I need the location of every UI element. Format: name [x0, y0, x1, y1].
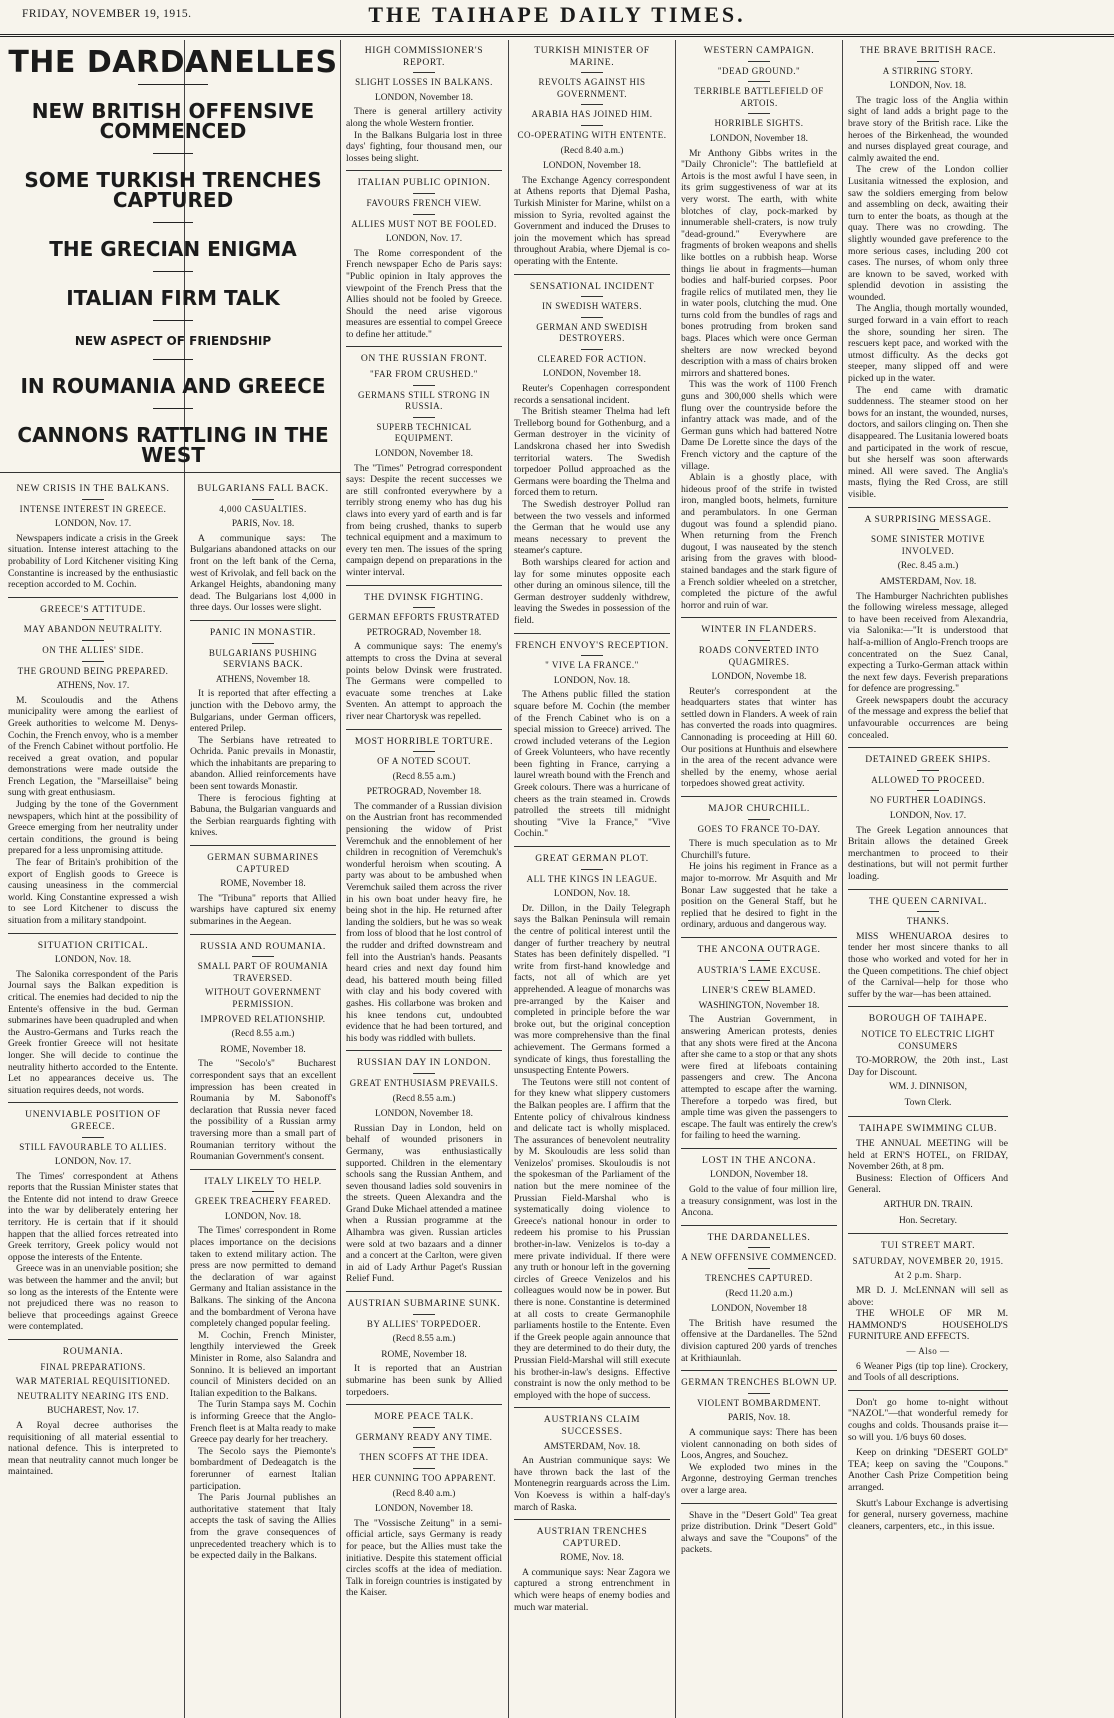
article-subhead: LINER'S CREW BLAMED.	[702, 985, 816, 996]
article-text: He joins his regiment in France as a major to-morrow. Mr Asquith and Mr Bonar Law suggested that he take a position on the General Staff, but he replied that he desired to fight in the ordinary, arduous and dangerous way.	[681, 861, 837, 931]
advertisement: Skutt's Labour Exchange is advertising for general, nursery governess, machine cleaners, carpenters, etc., in this issue.	[848, 1497, 1008, 1532]
article-text: Ablain is a ghostly place, with hideous proof of the strife in twisted iron, mangled boots, helmets, furniture and perambulators. In one German dugout was found a splendid piano. When returning from the French dugout, I was nauseated by the stench arising from the graves with blood-stained bandages and the stark figure of a French soldier wheeled on a stretcher, completed the picture of the awful horror and ruin of war.	[681, 472, 837, 611]
article-text: The Serbians have retreated to Ochrida. Panic prevails in Monastir, which the inhabitants are preparing to abandon. Allied reinforcements have been sent towards Monastir.	[190, 734, 336, 793]
dateline: ROME, November 18.	[220, 1044, 306, 1055]
article-subhead: FAVOURS FRENCH VIEW.	[366, 197, 482, 208]
dateline: PETROGRAD, November 18.	[366, 787, 482, 798]
dateline: AMSTERDAM, Nov. 18.	[543, 1441, 641, 1452]
advertisement: Shave in the "Desert Gold" Tea great prize distribution. Drink "Desert Gold" always and save the "Coupons" of the packets.	[681, 1509, 837, 1556]
article-text: We exploded two mines in the Argonne, destroying German trenches over a large area.	[681, 1461, 837, 1496]
banner-deck: SOME TURKISH TRENCHES CAPTURED	[24, 168, 322, 212]
received-time: (Rec. 8.45 a.m.)	[897, 561, 959, 572]
dateline: ROME, November 18.	[220, 879, 306, 890]
article-headline: PANIC IN MONASTIR.	[209, 626, 317, 638]
dateline: ATHENS, November 18.	[215, 674, 311, 685]
received-time: (Recd 8.40 a.m.)	[392, 1488, 456, 1499]
article-text: The Exchange Agency correspondent at Athens reports that Djemal Pasha, Turkish Minister for Marine, whilst on a mission to Syria, revolted against the Government and induced the Druses to join the movement which has spread throughout Arabia, where Djemal is co-operating with the Entente.	[514, 174, 670, 267]
notice-text: 6 Weaner Pigs (tip top line). Crockery, and Tools of all descriptions.	[848, 1360, 1008, 1384]
article-text: The Swedish destroyer Pollud ran between the two vessels and informed the German that he would use any means necessary to prevent the steamer's capture.	[514, 499, 670, 557]
article-subhead: AUSTRIA'S LAME EXCUSE.	[697, 964, 821, 975]
notice-headline: TUI STREET MART.	[880, 1240, 976, 1252]
advertisement: Keep on drinking "DESERT GOLD" TEA; keep on saving the "Coupons." Another Cash Prize Competition being arranged.	[848, 1447, 1008, 1493]
article-subhead: CO-OPERATING WITH ENTENTE.	[517, 129, 667, 140]
article-headline: GREAT GERMAN PLOT.	[535, 853, 649, 865]
article-subhead: SLIGHT LOSSES IN BALKANS.	[355, 77, 493, 88]
banner-headline: THE DARDANELLES	[8, 45, 338, 80]
dateline: LONDON, Nov. 18.	[553, 675, 631, 686]
notice-subhead: At 2 p.m. Sharp.	[894, 1270, 962, 1281]
article-subhead: ALL THE KINGS IN LEAGUE.	[526, 873, 658, 884]
article-text: Reuter's Copenhagen correspondent records a sensational incident.	[514, 383, 670, 406]
article-text: The Secolo says the Piemonte's bombardment of Dedeagatch is the forerunner of earnest Italian participation.	[190, 1445, 336, 1492]
notice-subhead: THANKS.	[906, 916, 950, 927]
article-text: M. Cochin, French Minister, lengthily interviewed the Greek Minister in Rome, also Salandra and Sonnino. It is believed an important council of Ministers decided on an Italian expedition to the Balkans.	[190, 1329, 336, 1399]
issue-date: FRIDAY, NOVEMBER 19, 1915.	[22, 8, 192, 20]
article-text: A communique says: The enemy's attempts to cross the Dvina at several points below Dvinsk were frustrated. The Germans were compelled to evacuate some trenches at Lake Sventen. An attempt to approach the river near Chartorysk was repelled.	[346, 641, 502, 722]
article-subhead: SOME SINISTER MOTIVE INVOLVED.	[870, 534, 985, 556]
article-text: The "Tribuna" reports that Allied warships have captured six enemy submarines in the Aegean.	[190, 892, 336, 927]
article-subhead: STILL FAVOURABLE TO ALLIES.	[19, 1141, 167, 1152]
article-headline: WINTER IN FLANDERS.	[701, 624, 817, 636]
notice-text: TO-MORROW, the 20th inst., Last Day for Discount.	[848, 1055, 1008, 1078]
article-text: The Times' correspondent in Rome places importance on the decisions taken to extend military action. The press are now permitted to demand the declaration of war against Germany and Italian assistance in the Balkans. The sinking of the Ancona and the bombardment of Verona have completely changed popular feeling.	[190, 1225, 336, 1330]
article-text: Greek newspapers doubt the accuracy of the message and express the belief that unfavourable occurrences are being concealed.	[848, 694, 1008, 741]
article-subhead: WAR MATERIAL REQUISITIONED.	[15, 1376, 171, 1387]
article-subhead: NEUTRALITY NEARING ITS END.	[17, 1390, 169, 1401]
dateline: PARIS, Nov. 18.	[727, 1413, 791, 1424]
article-text: The Athens public filled the station square before M. Cochin (the member of the French Cabinet who is on a special mission to Greece) arrived. The crowd included veterans of the Legion of Greek Volunteers, who have recently been fighting in France, carrying a laurel wreath bound with the French and Greek colours. There was a hurricane of cheers as the train steamed in. Crowds patrolled the streets till midnight shouting "Vive la France," "Vive Cochin."	[514, 689, 670, 840]
article-headline: AUSTRIANS CLAIM SUCCESSES.	[543, 1414, 641, 1437]
article-headline: RUSSIA AND ROUMANIA.	[200, 940, 326, 952]
dateline: ROME, Nov. 18.	[560, 1553, 624, 1564]
notice-signature-title: Hon. Secretary.	[899, 1215, 957, 1226]
column-3	[346, 40, 502, 1718]
article-subhead: VIOLENT BOMBARDMENT.	[697, 1397, 821, 1408]
article-subhead: SMALL PART OF ROUMANIA TRAVERSED.	[197, 961, 329, 983]
article-headline: ON THE RUSSIAN FRONT.	[360, 353, 488, 365]
notice-signature-title: Town Clerk.	[904, 1097, 952, 1108]
article-headline: UNENVIABLE POSITION OF GREECE.	[25, 1109, 161, 1132]
article-text: It is reported that an Austrian submarine has been sunk by Allied torpedoers.	[346, 1363, 502, 1398]
article-subhead: GREEK TREACHERY FEARED.	[194, 1196, 332, 1207]
received-time: (Recd 8.40 a.m.)	[560, 145, 624, 156]
article-text: The Anglia, though mortally wounded, surged forward in a vain effort to reach the shore, sounding her siren. The rescuers kept pace, and worked with the utmost difficulty. As the decks got steeper, many slipped off and were picked up in the water.	[848, 303, 1008, 385]
notice-text: Business: Election of Officers And General.	[848, 1172, 1008, 1196]
article-subhead: "FAR FROM CRUSHED."	[370, 369, 478, 380]
article-subhead: HORRIBLE SIGHTS.	[714, 118, 804, 129]
banner-deck: CANNONS RATTLING IN THE WEST	[17, 423, 329, 467]
article-headline: GREECE'S ATTITUDE.	[40, 603, 146, 615]
column-4	[514, 40, 670, 1718]
dateline: LONDON, November 18.	[710, 133, 808, 144]
dateline: LONDON, November 18	[711, 1304, 807, 1315]
column-2	[190, 478, 336, 1718]
notice-text: MISS WHENUAROA desires to tender her most sincere thanks to all those who worked and voted for her in the Queen competitions. The chief object of the Carnival—help for those who suffer by the war—has been attained.	[848, 930, 1008, 1000]
article-subhead: GERMAN AND SWEDISH DESTROYERS.	[536, 321, 648, 344]
dateline: LONDON, November 18.	[375, 1504, 473, 1515]
notice-subhead: NOTICE TO ELECTRIC LIGHT CONSUMERS	[861, 1028, 995, 1051]
notice-text: THE ANNUAL MEETING will be held at ERN'S HOTEL, on FRIDAY, November 26th, at 8 pm.	[848, 1138, 1008, 1173]
article-text: A communique says: The Bulgarians abandoned attacks on our front on the left bank of the Cerna, west of Krivolak, and fell back on the Arkangel Heights, abandoning many dead. The Bulgarians lost 4,000 in three days. Our losses were slight.	[190, 532, 336, 614]
article-text: The Teutons were still not content of for they knew what slippery customers the Balkan peoples are. I affirm that the Entente policy of chivalrous kindness and delicate tact is wholly misplaced. The assurances of benevolent neutrality by M. Skouloudis are less solid than Venizelos' promises. Skouloudis is not the spokesman of the Parliament of the nation but the mere nominee of the Prussian Field-Marshal who is systematically doing violence to Greece's national honour in order to redeem his promise to his Prussian brother-in-law. Venizelos is to-day a mere private individual. If there were any truth or honour left in the governing circles of Greece Venizelos and his colleagues would now be in power. But there is none. Constantine is determined at all costs to create Germanophile parliaments hostile to the Entente. Even if the Greek people again announce that they are determined to do their duty, the Prussian Field-Marshal will still execute his brother-in-law's designs. Effective constraint is now the only method to be employed with the hope of success.	[514, 1076, 670, 1401]
article-subhead: INTENSE INTEREST IN GREECE.	[19, 503, 167, 514]
article-subhead: GERMANY READY ANY TIME.	[355, 1431, 493, 1442]
received-time: (Recd 8.55 a.m.)	[231, 1029, 295, 1040]
notice-signature: ARTHUR DN. TRAIN.	[883, 1200, 973, 1211]
dateline: LONDON, Nov. 17.	[54, 1157, 132, 1168]
article-subhead: WITHOUT GOVERNMENT PERMISSION.	[204, 987, 322, 1009]
article-headline: HIGH COMMISSIONER'S REPORT.	[364, 45, 484, 68]
article-subhead: ROADS CONVERTED INTO QUAGMIRES.	[698, 644, 820, 667]
article-subhead: TRENCHES CAPTURED.	[705, 1273, 813, 1284]
dateline: BUCHAREST, Nov. 17.	[47, 1406, 139, 1417]
dateline: LONDON, November 18.	[375, 92, 473, 103]
article-subhead: SUPERB TECHNICAL EQUIPMENT.	[376, 421, 472, 444]
article-headline: AUSTRIAN TRENCHES CAPTURED.	[536, 1526, 648, 1549]
article-text: The British have resumed the offensive at the Dardanelles. The 52nd division captured 200 yards of trenches at Krithiaunlah.	[681, 1317, 837, 1364]
article-subhead: BULGARIANS PUSHING SERVIANS BACK.	[208, 647, 318, 670]
article-text: Dr. Dillon, in the Daily Telegraph says the Balkan Peninsula will remain the centre of political interest until the danger of further treachery by neutral States has been definitely dispelled. "I write from first-hand knowledge and facts, not all of which are yet apprehended. A league of monarchs was pre-arranged by the Kaiser and completed in principle before the war broke out, but the original conception was more comprehensive than the final achievement. The Germans formed a syndicate of kings, thus forestalling the unsuspecting Entente Powers.	[514, 902, 670, 1077]
banner-deck: NEW BRITISH OFFENSIVE COMMENCED	[31, 99, 315, 143]
article-subhead: FINAL PREPARATIONS.	[40, 1361, 146, 1372]
column-rule	[340, 40, 341, 1718]
article-headline: THE DARDANELLES.	[707, 1231, 811, 1243]
article-text: The Turin Stampa says M. Cochin is informing Greece that the Anglo-French fleet is at Malta ready to make Greece pay dearly for her treachery.	[190, 1399, 336, 1446]
article-headline: MOST HORRIBLE TORTURE.	[354, 735, 494, 747]
front-banner	[6, 40, 340, 470]
received-time: (Recd 8.55 a.m.)	[392, 771, 456, 782]
article-text: The Greek Legation announces that Britain allows the detained Greek merchantmen to proceed to their destinations, but will not permit further loading.	[848, 824, 1008, 882]
article-text: It is reported that after effecting a junction with the Debovo army, the Bulgarians, under German officers, entered Prilep.	[190, 688, 336, 735]
article-subhead: A NEW OFFENSIVE COMMENCED.	[681, 1252, 837, 1263]
article-text: The fear of Britain's prohibition of the export of English goods to Greece is causing uneasiness in the commercial world. King Constantine expressed a wish to see Lord Kitchener to discuss the situation from a military standpoint.	[8, 857, 178, 926]
article-subhead: IMPROVED RELATIONSHIP.	[200, 1013, 326, 1024]
dateline: LONDON, Nov. 18.	[553, 889, 631, 900]
dateline: ATHENS, Nov. 17.	[56, 681, 130, 692]
notice-headline: THE QUEEN CARNIVAL.	[868, 895, 988, 907]
article-text: In the Balkans Bulgaria lost in three days' fighting, four thousand men, our losses being slight.	[346, 129, 502, 164]
article-text: The Times' correspondent at Athens reports that the Russian Minister states that the Entente did not intend to draw Greece into the war by deliberately entering her territory. He is certain that if it should happen that the allied forces retreated into Greek territory, Greek policy would not oppose the interests of the Entente.	[8, 1170, 178, 1263]
article-subhead: IN SWEDISH WATERS.	[541, 301, 643, 312]
article-subhead: GERMAN EFFORTS FRUSTRATED	[348, 612, 500, 623]
article-text: The crew of the London collier Lusitania witnessed the explosion, and saw the soldiers emerging from below and assembling on deck, awaiting their turn to enter the boats, as though at the quay. There was no crowding. The slightly wounded gave preference to the more serious cases, including 200 cot cases. The nurses, of whom only three are known to be saved, worked with splendid devotion in assisting the wounded.	[848, 164, 1008, 303]
article-subhead: THEN SCOFFS AT THE IDEA.	[359, 1452, 489, 1463]
article-text: The commander of a Russian division on the Austrian front has recommended pensioning the widow of Prist Veremchuk and the ennoblement of her children in recognition of Veremchuk's wonderful heroism when scouting. A party was about to be ambushed when Veremchuk sailed them across the river in his own boat under heavy fire, he being shot in the hip. He returned after landing the soldiers, but he was so weak from loss of blood that he lost control of the rudder and drifted downstream and fell into the Austrian's hands. Peasants heard cries and next day found him dead, his battered mouth being filled with clay and his body covered with gashes. His collarbone was broken and his knee tendons cut, undoubted evidence that he had been tortured, and his body was riddled with bullets.	[346, 800, 502, 1044]
received-time: (Recd 8.55 a.m.)	[392, 1334, 456, 1345]
article-subhead: TERRIBLE BATTLEFIELD OF ARTOIS.	[694, 86, 824, 108]
article-text: An Austrian communique says: We have thrown back the last of the Montenegrin rearguards across the Lim. Von Koevess is within a half-day's march of Raska.	[514, 1455, 670, 1513]
article-headline: ROUMANIA.	[62, 1346, 124, 1357]
article-subhead: " VIVE LA FRANCE."	[545, 660, 639, 671]
article-headline: FRENCH ENVOY'S RECEPTION.	[515, 639, 669, 651]
article-subhead: GREAT ENTHUSIASM PREVAILS.	[349, 1077, 499, 1088]
article-headline: RUSSIAN DAY IN LONDON.	[356, 1057, 491, 1069]
dateline: LONDON, Nov. 18.	[224, 1211, 302, 1222]
article-headline: TURKISH MINISTER OF MARINE.	[534, 45, 650, 68]
dateline: LONDON, November 18.	[375, 1109, 473, 1120]
dateline: LONDON, November 18.	[543, 161, 641, 172]
article-subhead: ALLIES MUST NOT BE FOOLED.	[351, 218, 497, 229]
notice-text: THE WHOLE OF MR M. HAMMOND'S HOUSEHOLD'S FURNITURE AND EFFECTS.	[848, 1308, 1008, 1343]
article-text: A Royal decree authorises the requisitioning of all material essential to national defence. This is interpreted to mean that neutrality cannot much longer be maintained.	[8, 1419, 178, 1478]
article-text: M. Scouloudis and the Athens municipality were among the earliest of Greek authorities to welcome M. Denys-Cochin, the French envoy, who is a member of the French Cabinet without portfolio. He received a great ovation, and popular demonstrations were made outside the French Legation, the "Marseillaise" being sung with great enthusiasm.	[8, 694, 178, 799]
article-subhead: THE GROUND BEING PREPARED.	[17, 665, 169, 676]
article-text: Gold to the value of four million lire, a treasury consignment, was lost in the Ancona.	[681, 1184, 837, 1219]
article-headline: GERMAN TRENCHES BLOWN UP.	[681, 1377, 837, 1388]
dateline: LONDON, Nov. 17.	[889, 811, 967, 822]
article-subhead: CLEARED FOR ACTION.	[537, 353, 647, 364]
article-text: The Salonika correspondent of the Paris Journal says the Balkan expedition is critical. The enemies had decided to nip the Entente's offensive in the bud. German submarines have been quadrupled and when the Austro-Germans and Turks reach the Greek frontier Greece will not hesitate longer. She will decide to continue the neutrality hitherto accorded to the Entente. Let no appearances deceive us. The situation requires deeds, not words.	[8, 968, 178, 1096]
dateline: PARIS, Nov. 18.	[231, 519, 295, 530]
article-text: Judging by the tone of the Government newspapers, which hint at the possibility of Greece emerging from her neutrality under certain conditions, the ground is being prepared for a less unpromising attitude.	[8, 799, 178, 857]
article-headline: AUSTRIAN SUBMARINE SUNK.	[347, 1298, 501, 1310]
dateline: WASHINGTON, November 18.	[698, 1000, 820, 1011]
article-text: Reuter's correspondent at the headquarters states that winter has settled down in Flanders. A week of rain has converted the roads into quagmires. Cannonading is proceeding at Hill 60. Our positions at Hunthuis and elsewhere in the area of the recent advance were shelled by the enemy, whose aerial torpedoes showed great activity.	[681, 685, 837, 790]
dateline: LONDON, November 18.	[543, 369, 641, 380]
column-1	[8, 478, 178, 1718]
article-subhead: GERMANS STILL STRONG IN RUSSIA.	[358, 389, 490, 412]
article-headline: THE ANCONA OUTRAGE.	[697, 943, 821, 955]
dateline: PETROGRAD, November 18.	[366, 627, 482, 638]
article-text: Russian Day in London, held on behalf of wounded prisoners in Germany, was enthusiastically supported. Children in the elementary schools sang the Russian Anthem, and seven thousand ladies sold souvenirs in the streets. Queen Alexandra and the Grand Duke Michael attended a matinee when a Russian programme at the Alhambra was given. Russian articles were sold at two bazaars and a dinner and a concert at the Carlton, were given in aid of Lady Arthur Paget's Russian Relief Fund.	[346, 1122, 502, 1285]
article-text: There is general artillery activity along the whole Western frontier.	[346, 106, 502, 129]
column-6	[848, 40, 1008, 1718]
received-time: (Recd 8.55 a.m.)	[392, 1093, 456, 1104]
article-subhead: MAY ABANDON NEUTRALITY.	[23, 624, 163, 635]
article-text: Mr Anthony Gibbs writes in the "Daily Chronicle": The battlefield at Artois is the most awful I have seen, in its grim suggestiveness of war at its very worst. The earth, with white blotches of clay, pock-marked by innumerable shell-craters, is now truly "dead-ground." Everywhere are fragments of broken weapons and shells like bottles on a rubbish heap. Worse things lie about in fragments—human bodies and half-buried corpses. Poor fragile relics of mutilated men, they lie in water pools, clutching the mud. One turns cold from the bundles of rags and bones protruding from broken sand bags. Places which were once German shelters are now wrecked beyond description with a mass of chairs broken mirrors and shattered bones.	[681, 147, 837, 379]
dateline: LONDON, Nov. 18.	[889, 81, 967, 92]
article-text: There is much speculation as to Mr Churchill's future.	[681, 838, 837, 861]
dateline: LONDON, Nov. 17.	[385, 234, 463, 245]
article-headline: THE DVINSK FIGHTING.	[364, 591, 484, 603]
column-rule	[842, 40, 843, 1718]
masthead	[0, 0, 1114, 37]
dateline: LONDON, Nov. 18.	[54, 955, 132, 966]
article-headline: WESTERN CAMPAIGN.	[703, 45, 815, 56]
article-subhead: OF A NOTED SCOUT.	[377, 756, 471, 767]
article-subhead: "DEAD GROUND."	[717, 65, 801, 76]
article-headline: ITALIAN PUBLIC OPINION.	[357, 177, 491, 189]
article-text: This was the work of 1100 French guns and 300,000 shells which were flung over the countryside before the infantry attack was made, and of the German guns which had battered Notre Dame De Lorette since the days of the French victory and the capture of the village.	[681, 379, 837, 472]
article-subhead: REVOLTS AGAINST HIS GOVERNMENT.	[538, 77, 646, 99]
article-headline: SENSATIONAL INCIDENT	[529, 280, 655, 292]
article-text: Both warships cleared for action and lay for some minutes opposite each other during an ominous silence, till the German destroyer suddenly withdrew, leaving the Swedes in possession of the field.	[514, 556, 670, 626]
notice-subhead: SATURDAY, NOVEMBER 20, 1915.	[852, 1255, 1004, 1266]
article-headline: SITUATION CRITICAL.	[37, 939, 149, 951]
received-time: (Recd 11.20 a.m.)	[725, 1288, 793, 1299]
article-headline: BULGARIANS FALL BACK.	[197, 483, 329, 494]
article-subhead: ARABIA HAS JOINED HIM.	[531, 109, 653, 120]
dateline: ROME, November 18.	[381, 1349, 467, 1360]
article-subhead: ALLOWED TO PROCEED.	[871, 774, 985, 785]
notice-headline: BOROUGH OF TAIHAPE.	[868, 1013, 988, 1025]
column-5	[681, 40, 837, 1718]
article-headline: LOST IN THE ANCONA.	[702, 1154, 816, 1166]
article-headline: MORE PEACE TALK.	[374, 1411, 474, 1423]
article-headline: NEW CRISIS IN THE BALKANS.	[16, 483, 170, 494]
article-headline: THE BRAVE BRITISH RACE.	[859, 45, 997, 56]
notice-text: MR D. J. McLENNAN will sell as above:	[848, 1285, 1008, 1308]
article-text: The Paris Journal publishes an authoritative statement that Italy accepts the task of saving the Allies from the grave consequences of unprecedented treachery which is to be expected daily in the Balkans.	[190, 1492, 336, 1562]
notice-signature: WM. J. DINNISON,	[889, 1082, 967, 1093]
column-rule	[675, 40, 676, 1718]
column-rule	[508, 40, 509, 1718]
article-text: Newspapers indicate a crisis in the Greek situation. Intense interest attaching to the probability of Lord Kitchener visiting King Constantine is increased by the enthusiastic reception accorded to M. Cochin.	[8, 532, 178, 591]
article-subhead: A STIRRING STORY.	[882, 65, 974, 76]
article-text: Greece was in an unenviable position; she was between the hammer and the anvil; but so long as the interests of the Entente were not prejudiced there was no reason to believe that proceedings against Greece were contemplated.	[8, 1263, 178, 1333]
notice-headline: TAIHAPE SWIMMING CLUB.	[859, 1122, 997, 1134]
banner-deck: IN ROUMANIA AND GREECE	[20, 374, 326, 398]
dateline: LONDON, Nov. 17.	[54, 519, 132, 530]
dateline: AMSTERDAM, Nov. 18.	[879, 576, 977, 587]
article-subhead: GOES TO FRANCE TO-DAY.	[697, 823, 821, 834]
article-text: The end came with dramatic suddenness. The steamer stood on her bows for an instant, the wounded, nurses, doctors, and sailors clinging on. Then she disappeared. The Lusitania lowered boats and participated in the work of rescue, but she herself was soon afterwards mined. All were saved. The Anglia's masts, flying the Red Cross, are still visible.	[848, 384, 1008, 500]
article-subhead: NO FURTHER LOADINGS.	[869, 795, 987, 806]
dateline: LONDON, November 18.	[710, 1170, 808, 1181]
banner-deck: THE GRECIAN ENIGMA	[49, 237, 297, 261]
article-subhead: BY ALLIES' TORPEDOER.	[366, 1318, 482, 1329]
article-text: The Hamburger Nachrichten publishes the following wireless message, alleged to have been received from Alexandria, via Salonika:—"It is understood that half-a-million of Anglo-French troops are concentrated on the Suez Canal, expecting a Turko-German attack within the next few days. Feverish preparations for defence are progressing."	[848, 590, 1008, 695]
article-headline: ITALY LIKELY TO HELP.	[204, 1175, 322, 1187]
article-text: The tragic loss of the Anglia within sight of land adds a bright page to the brave story of the British race. Like the heroes of the Birkenhead, the wounded and nurses displayed great courage, and calmly awaited the end.	[848, 94, 1008, 164]
article-headline: MAJOR CHURCHILL.	[708, 803, 810, 815]
newspaper-title: THE TAIHAPE DAILY TIMES.	[368, 2, 746, 27]
dateline: LONDON, November 18.	[375, 449, 473, 460]
article-subhead: ON THE ALLIES' SIDE.	[42, 644, 144, 655]
article-headline: GERMAN SUBMARINES CAPTURED	[207, 852, 319, 874]
article-text: The "Vossische Zeitung" in a semi-official article, says Germany is ready for peace, but the Allies must take the initiative. Despite this statement official circles scoffs at the idea of mediation. Talk in foreign countries is instigated by the Kaiser.	[346, 1517, 502, 1599]
article-text: The "Secolo's" Bucharest correspondent says that an excellent impression has been created in Roumania by M. Sabonoff's declaration that Russia never faced the possibility of a Russian army traversing more than a small part of Roumanian territory without the Roumanian Government's consent.	[190, 1058, 336, 1163]
banner-deck: ITALIAN FIRM TALK	[66, 286, 280, 310]
article-headline: A SURPRISING MESSAGE.	[864, 513, 992, 525]
article-subhead: HER CUNNING TOO APPARENT.	[352, 1472, 496, 1483]
article-headline: DETAINED GREEK SHIPS.	[865, 754, 991, 766]
article-text: The Austrian Government, in answering American protests, denies that any shots were fired at the Ancona after she came to a stop or that any shots were fired at lifeboats containing passengers and crew. The Ancona attempted to escape after the warning. Therefore a torpedo was fired, but ample time was given the passengers to escape. The fault was entirely the crew's for failing to heed the warning.	[681, 1014, 837, 1142]
article-text: A communique says: Near Zagora we captured a strong entrenchment in which were heaps of enemy bodies and much war material.	[514, 1566, 670, 1613]
article-text: The "Times" Petrograd correspondent says: Despite the recent successes we are still confronted everywhere by a terribly strong enemy who has dug his claws into every yard of earth and is far from being crushed, thanks to superb technical equipment and a maximum to every ten men. The issues of the spring campaign depend on preparations in the winter interval.	[346, 462, 502, 578]
advertisement: Don't go home to-night without "NAZOL"—that wonderful remedy for coughs and colds. Thousands praise it—so will you. 1/6 buys 60 doses.	[848, 1396, 1008, 1443]
article-text: The Rome correspondent of the French newspaper Echo de Paris says: "Public opinion in Italy approves the viewpoint of the French Press that the Allies should not be fooled by Greece. Should the need arise vigorous measures are essential to compel Greece to define her attitude."	[346, 247, 502, 340]
banner-deck: NEW ASPECT OF FRIENDSHIP	[74, 334, 272, 348]
notice-text: — Also —	[906, 1346, 950, 1356]
dateline: LONDON, Novembe 18.	[711, 672, 807, 683]
article-text: There is ferocious fighting at Babuna, the Bulgarian vanguards and the Serbian rearguards fighting with knives.	[190, 792, 336, 839]
article-subhead: 4,000 CASUALTIES.	[219, 503, 307, 514]
article-text: The British steamer Thelma had left Trelleborg bound for Gothenburg, and a German destroyer in the vicinity of Landskrona chased her into Swedish territorial waters. The Swedish torpedoer Pollud approached as the Germans were boarding the Thelma and forced them to return.	[514, 406, 670, 499]
article-text: A communique says: There has been violent cannonading on both sides of Loos, Angres, and Souchez.	[681, 1426, 837, 1462]
